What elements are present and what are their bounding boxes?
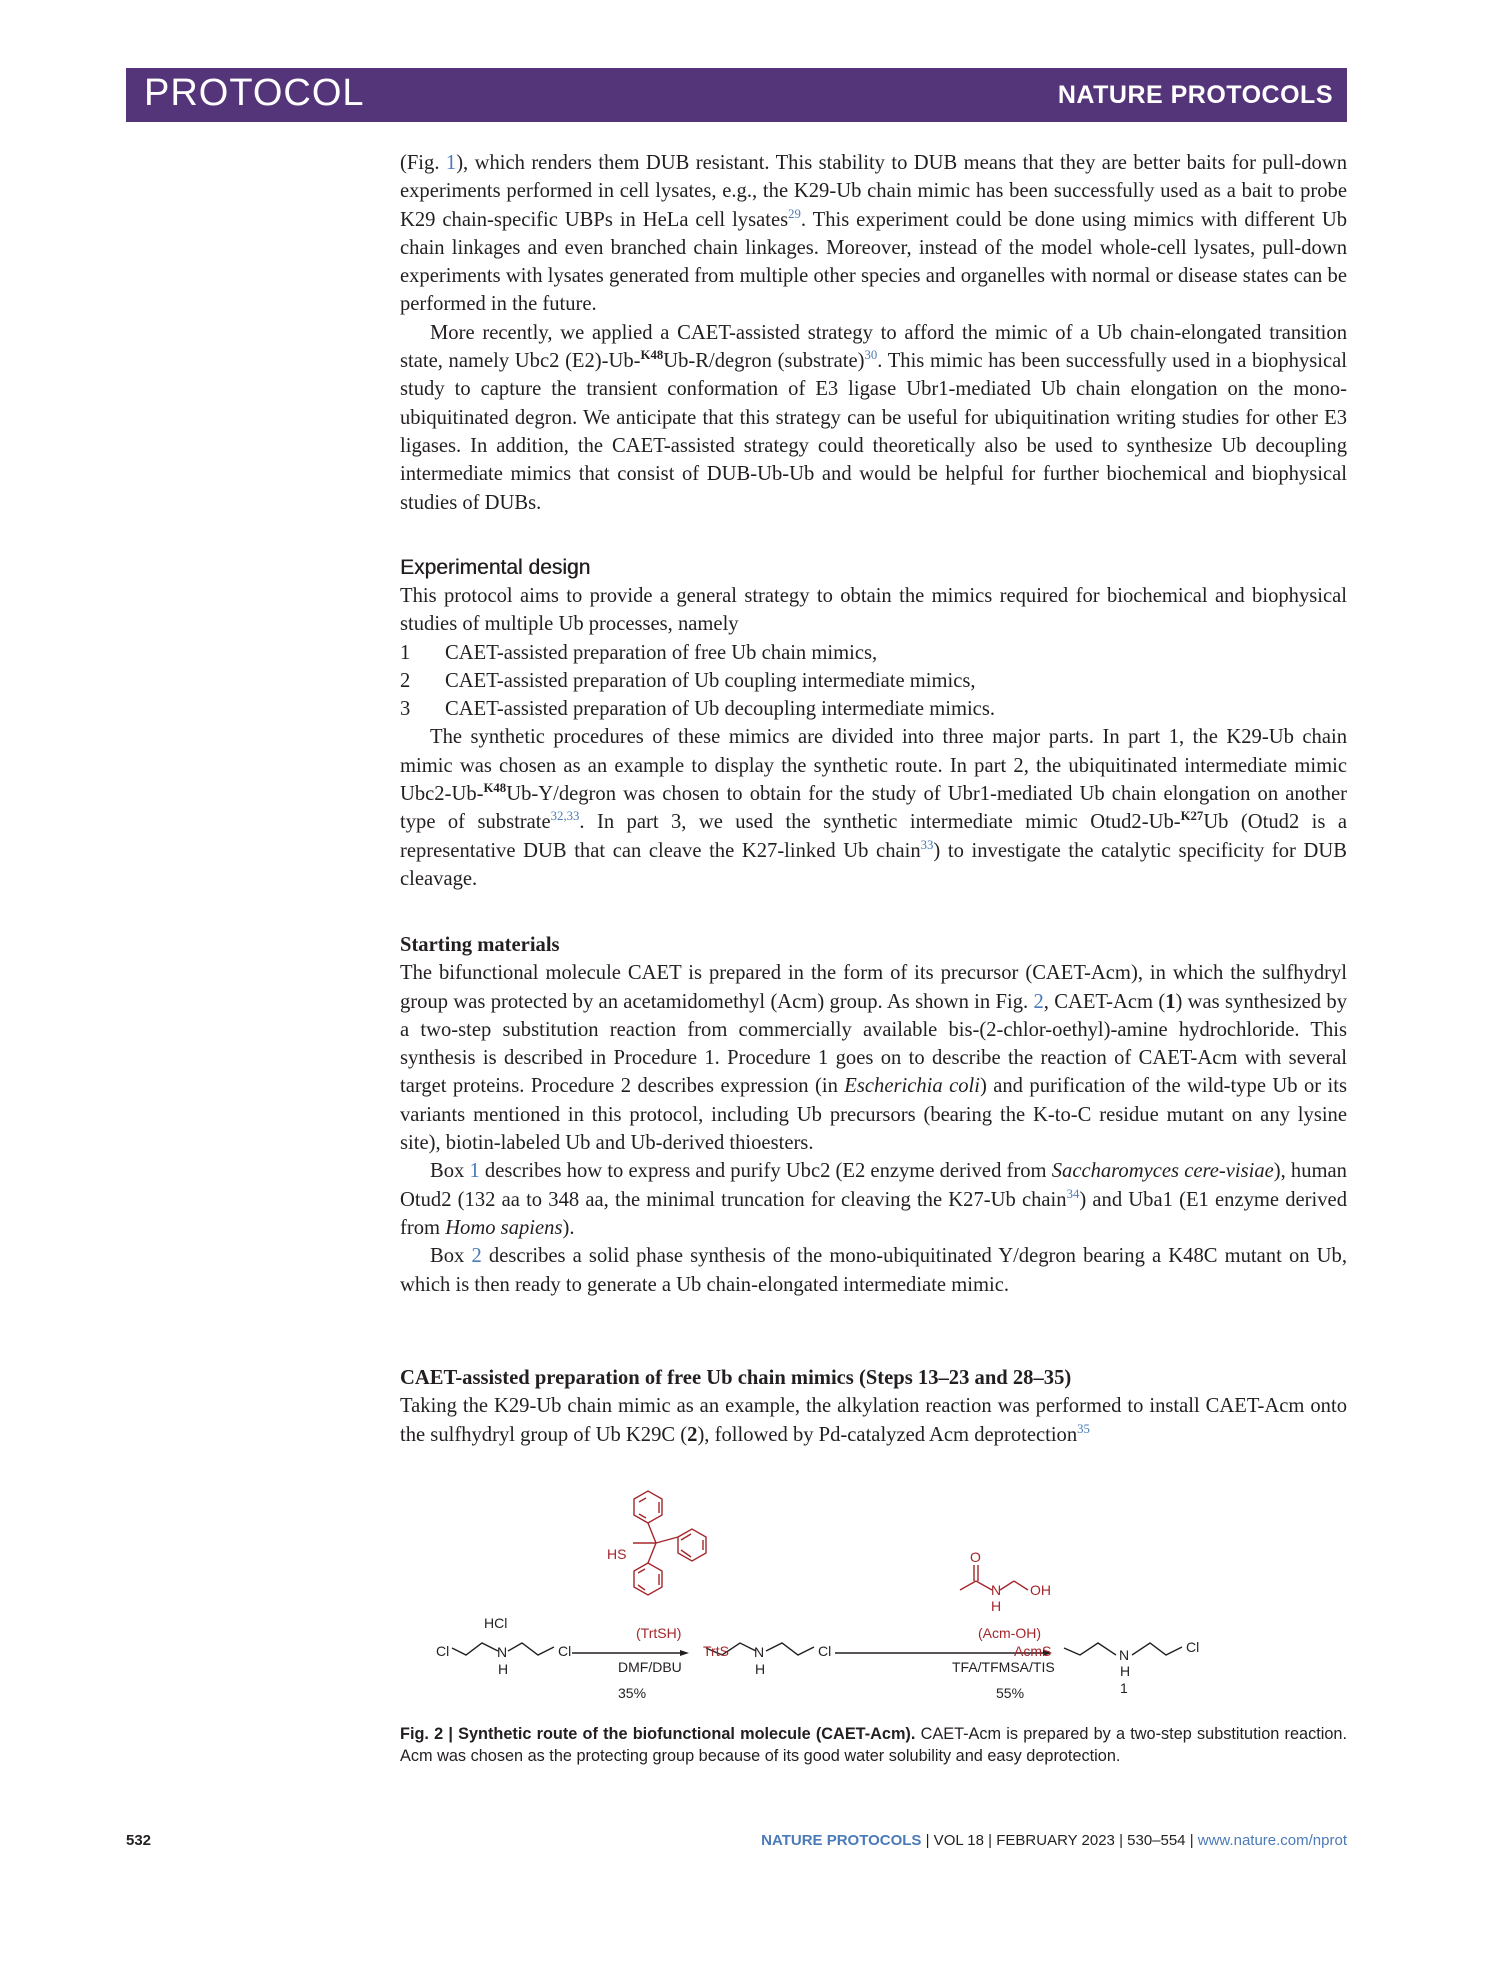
o-label: O [970,1549,981,1565]
ref-citation[interactable]: 29 [788,206,801,221]
ref-citation[interactable]: 35 [1077,1421,1090,1436]
n-label: N [754,1644,765,1660]
ref-citation[interactable]: 34 [1066,1186,1080,1201]
hcl-label: HCl [484,1615,508,1631]
cl-label: Cl [818,1643,832,1659]
reagent-2: (Acm-OH) [978,1625,1041,1641]
h-label: H [755,1661,766,1677]
trts-label: TrtS [703,1643,729,1659]
hs-label: HS [607,1546,627,1562]
h-label: H [991,1598,1002,1614]
cl-label: Cl [558,1643,572,1659]
acms-label: AcmS [1014,1643,1052,1659]
starting-paragraph-3: Box 2 describes a solid phase synthesis of the mono-ubiquitinated Y/degron bearing a K48C mutant on Ub, which is then ready to generate a Ub chain-elongated intermediate mimic. [400,1245,1347,1296]
section-heading: Experimental design [400,556,591,579]
fig-ref[interactable]: 2 [1033,990,1044,1013]
yield-1: 35% [618,1685,647,1701]
footer-citation: NATURE PROTOCOLS | VOL 18 | FEBRUARY 2023 | 530–554 | www.nature.com/nprot [761,1832,1347,1849]
list-item: 2 CAET-assisted preparation of Ub coupling intermediate mimics, [400,669,976,692]
reagent-1: (TrtSH) [636,1625,682,1641]
n-label: N [991,1582,1002,1598]
caet-section [400,1364,1347,1449]
intro-paragraph-1: (Fig. 1), which renders them DUB resistant. This stability to DUB means that they are better baits for pull-down experiments performed in cell lysates, e.g., the K29-Ub chain mimic has been successfully used as a bait to probe K29 chain-specific UBPs in HeLa cell lysates$^{29}$. This experiment could be done using mimics with different Ub chain linkages and even branched chain linkages. Moreover, instead of the model whole-cell lysates, pull-down experiments with lysates generated from multiple other species and organelles with normal or disease states can be performed in the future. [400,152,1347,316]
design-paragraph: The synthetic procedures of these mimics are divided into three major parts. In part 1, the K29-Ub chain mimic was chosen as an example to display the synthetic route. In part 2, the ubiquitinated intermediate mimic Ubc2-Ub-$^{K48}$Ub-Y/degron was chosen to obtain for the study of Ubr1-mediated Ub chain elongation on another type of substrate$^{32,33}$. In part 3, we used the synthetic intermediate mimic Otud2-Ub-$^{K27}$Ub (Otud2 is a representative DUB that can cleave the K27-linked Ub chain$^{33}$) to investigate the catalytic specificity for DUB cleavage. [400,726,1347,890]
arrow-head [680,1650,689,1656]
intro-paragraph-2: More recently, we applied a CAET-assisted strategy to afford the mimic of a Ub chain-elongated transition state, namely Ubc2 (E2)-Ub-$^{K48}$Ub-R/degron (substrate)$^{30}$. This mimic has been successfully used in a biophysical study to capture the transient conformation of E3 ligase Ubr1-mediated Ub chain elongation on the mono-ubiquitinated degron. We anticipate that this strategy can be useful for ubiquitination writing studies for other E3 ligases. In addition, the CAET-assisted strategy could theoretically also be used to synthesize Ub decoupling intermediate mimics that consist of DUB-Ub-Ub and would be helpful for further biochemical and biophysical studies of DUBs. [400,321,1347,514]
caet-paragraph: Taking the K29-Ub chain mimic as an example, the alkylation reaction was performed to install CAET-Acm onto the sulfhydryl group of Ub K29C (2), followed by Pd-catalyzed Acm deprotection$^{35}$ [400,1395,1347,1446]
subsection-heading: Starting materials [400,934,560,956]
starting-paragraph-1: The bifunctional molecule CAET is prepared in the form of its precursor (CAET-Acm), in which the sulfhydryl group was protected by an acetamidomethyl (Acm) group. As shown in Fig. 2, CAET-Acm (1) was synthesized by a two-step substitution reaction from commercially available bis-(2-chlor-oethyl)-amine hydrochloride. This synthesis is described in Procedure 1. Procedure 1 goes on to describe the reaction of CAET-Acm with several target proteins. Procedure 2 describes expression (in Escherichia coli) and purification of the wild-type Ub or its variants mentioned in this protocol, including Ub precursors (bearing the K-to-C residue mutant on any lysine site), biotin-labeled Ub and Ub-derived thioesters. [400,962,1347,1155]
chain-bond [508,1643,554,1655]
trityl-thiol-structure [633,1491,706,1595]
fig-ref[interactable]: 1 [445,152,457,174]
chain-bond [766,1643,814,1655]
caption-label: Fig. 2 | Synthetic route of the biofunctional molecule (CAET-Acm). [400,1725,916,1743]
design-list [400,639,1347,724]
chain-bond [1064,1643,1116,1655]
ref-citation[interactable]: 30 [864,348,878,363]
chain-bond [1132,1643,1182,1655]
subsection-heading: CAET-assisted preparation of free Ub chain mimics (Steps 13–23 and 28–35) [400,1367,1072,1389]
chain-bond [452,1643,498,1655]
list-item: 1 CAET-assisted preparation of free Ub chain mimics, [400,641,878,664]
page-number: 532 [126,1832,152,1849]
cl-label: Cl [1186,1639,1200,1655]
synthesis-scheme [400,1480,1347,1720]
figure-caption [400,1723,1347,1767]
page-header [126,68,1347,122]
n-label: N [1119,1647,1130,1663]
cl-label: Cl [436,1643,450,1659]
condition-2: TFA/TFMSA/TIS [952,1659,1055,1675]
intro-section [400,149,1347,517]
starting-materials-section [400,931,1347,1299]
journal-url[interactable]: www.nature.com/nprot [1197,1832,1347,1849]
condition-1: DMF/DBU [618,1659,682,1675]
design-lead: This protocol aims to provide a general strategy to obtain the mimics required for biochemical and biophysical studies of multiple Ub processes, namely [400,585,1347,636]
h-label: H [1120,1663,1131,1679]
journal-name: NATURE PROTOCOLS [1057,81,1333,109]
section-label: PROTOCOL [144,72,365,114]
box-ref[interactable]: 1 [469,1160,480,1183]
ref-citation[interactable]: 33 [920,837,934,852]
list-item: 3 CAET-assisted preparation of Ub decoupling intermediate mimics. [400,698,995,721]
oh-label: OH [1030,1582,1051,1598]
yield-2: 55% [996,1685,1025,1701]
scheme-svg [400,1480,1347,1720]
experimental-design-section [400,554,1347,893]
n-label: N [497,1644,508,1660]
h-label: H [498,1661,509,1677]
compound-number: 1 [1120,1680,1128,1696]
caption-text: CAET-Acm is prepared by a two-step substitution reaction. Acm was chosen as the protecting group because of its good water solubility and easy deprotection. [400,1725,1348,1765]
starting-paragraph-2: Box 1 describes how to express and purify Ubc2 (E2 enzyme derived from Saccharomyces cere-visiae), human Otud2 (132 aa to 348 aa, the minimal truncation for cleaving the K27-Ub chain$^{34}$) and Uba1 (E1 enzyme derived from Homo sapiens). [400,1160,1347,1239]
box-ref[interactable]: 2 [471,1245,482,1268]
ref-citation[interactable]: 32,33 [550,809,580,824]
